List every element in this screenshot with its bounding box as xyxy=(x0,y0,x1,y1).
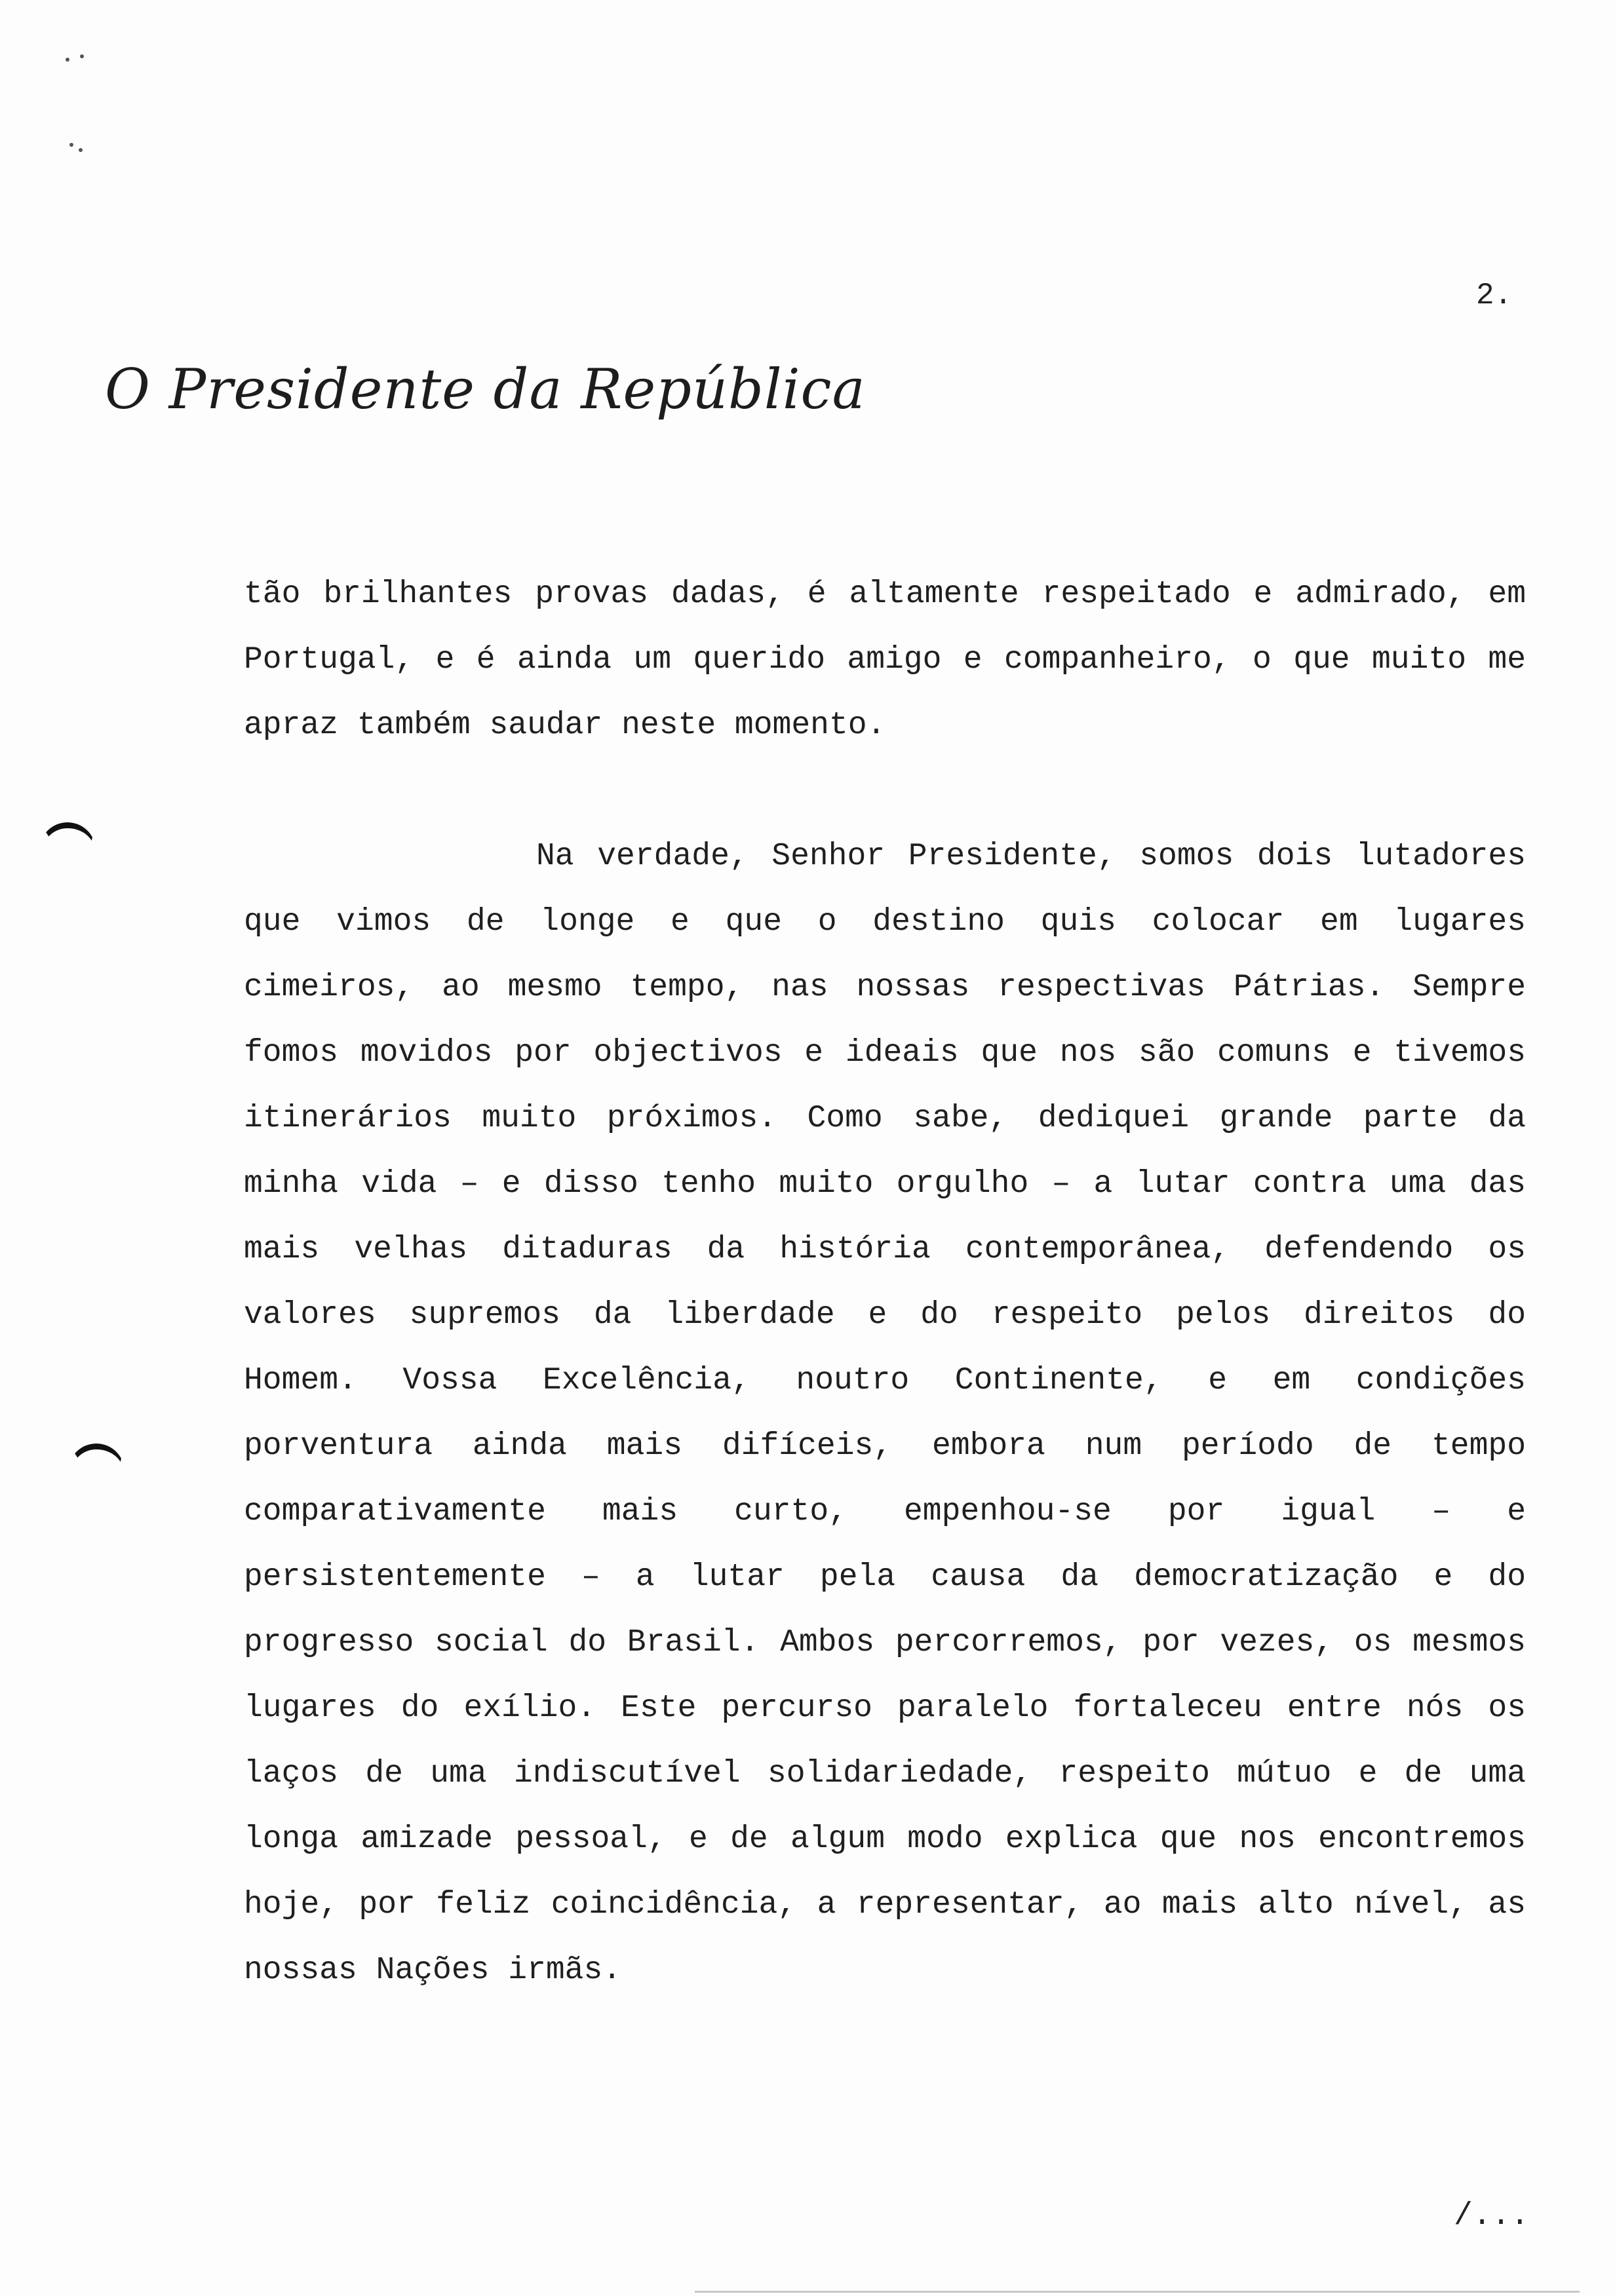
scan-speck xyxy=(80,54,84,58)
continuation-mark: /... xyxy=(1454,2198,1530,2234)
punch-hole-mark xyxy=(39,822,96,854)
body-paragraph-2: Na verdade, Senhor Presidente, somos dois lutadores que vimos de longe e que o destino quis colocar em lugares cimeiros, ao mesmo tempo, nas nossas respectivas Pátrias. Sempre fomos movidos por objectivos e ideais que nos são comuns e tivemos itinerários muito próximos. Como sabe, dediquei grande parte da minha vida – e disso tenho muito orgulho – a lutar contra uma das mais velhas ditaduras da história contemporânea, defendendo os valores supremos da liberdade e do respeito pelos direitos do Homem. Vossa Excelência, noutro Continente, e em condições porventura ainda mais difíceis, embora num período de tempo comparativamente mais curto, empenhou-se por igual – e persistentemente – a lutar pela causa da democratização e do progresso social do Brasil. Ambos percorremos, por vezes, os mesmos lugares do exílio. Este percurso paralelo fortaleceu entre nós os laços de uma indiscutível solidariedade, respeito mútuo e de uma longa amizade pessoal, e de algum modo explica que nos encontremos hoje, por feliz coincidência, a representar, ao mais alto nível, as nossas Nações irmãs. xyxy=(244,839,1526,1988)
body-paragraph-1: tão brilhantes provas dadas, é altamente respeitado e admirado, em Portugal, e é ainda um querido amigo e companheiro, o que muito me apraz também saudar neste momento. xyxy=(244,577,1526,743)
scan-speck xyxy=(79,148,83,152)
punch-hole-mark xyxy=(68,1444,125,1476)
scan-bottom-edge xyxy=(695,2291,1580,2293)
scan-speck xyxy=(66,58,69,62)
letterhead-title: O Presidente da República xyxy=(105,357,866,421)
scan-speck xyxy=(69,143,73,147)
page-number: 2. xyxy=(1476,278,1513,313)
